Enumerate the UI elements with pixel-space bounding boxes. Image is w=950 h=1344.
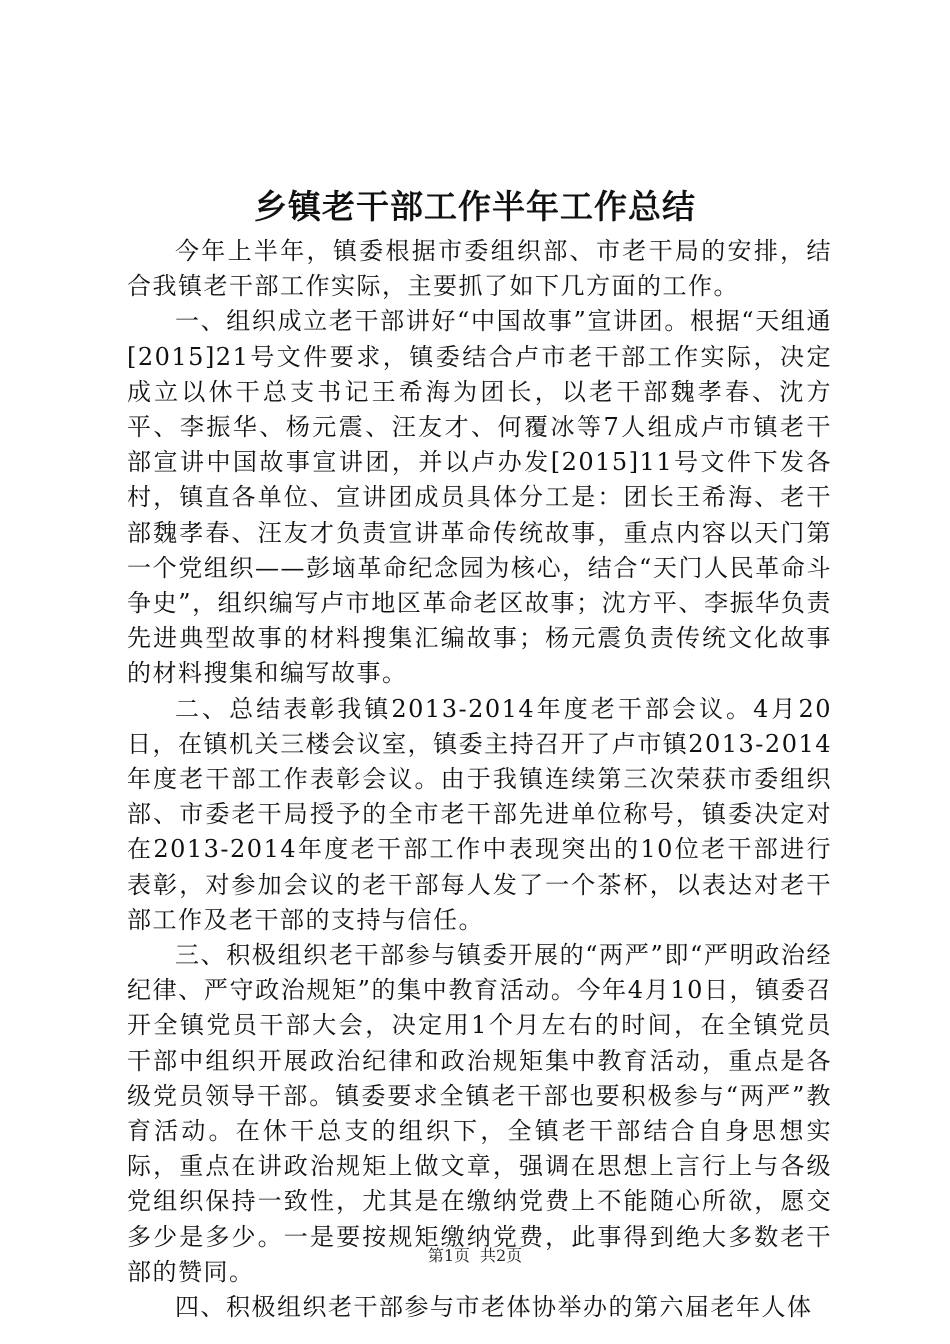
paragraph-section-3: 三、积极组织老干部参与镇委开展的“两严”即“严明政治经纪律、严守政治规矩”的集中教育活动。今年4月10日，镇委召开全镇党员干部大会，决定用1个月左右的时间，在全镇党员干部中组织开展政治纪律和政治规矩集中教育活动，重点是各级党员领导干部。镇委要求全镇老干部也要积极参与“两严”教育活动。在休干总支的组织下，全镇老干部结合自身思想实际，重点在讲政治规矩上做文章，强调在思想上言行上与各级党组织保持一致性，尤其是在缴纳党费上不能随心所欲，愿交多少是多少。一是要按规矩缴纳党费，此事得到绝大多数老干部的赞同。	[127, 941, 832, 1286]
page-number: 第1页	[427, 1246, 470, 1265]
paragraph-section-4: 四、积极组织老干部参与市老体协举办的第六届老年人体	[175, 1293, 813, 1322]
paragraph-section-1: 一、组织成立老干部讲好“中国故事”宣讲团。根据“天组通[2015]21号文件要求，镇委结合卢市老干部工作实际，决定成立以休干总支书记王希海为团长，以老干部魏孝春、沈方平、李振华、杨元震、汪友才、何覆冰等7人组成卢市镇老干部宣讲中国故事宣讲团，并以卢办发[2015]11号文件下发各村，镇直各单位、宣讲团成员具体分工是：团长王希海、老干部魏孝春、汪友才负责宣讲革命传统故事，重点内容以天门第一个党组织——彭垴革命纪念园为核心，结合“天门人民革命斗争史”，组织编写卢市地区革命老区故事；沈方平、李振华负责先进典型故事的材料搜集汇编故事；杨元震负责传统文化故事的材料搜集和编写故事。	[127, 307, 832, 688]
document-title: 乡镇老干部工作半年工作总结	[254, 187, 696, 226]
paragraph-intro: 今年上半年，镇委根据市委组织部、市老干局的安排，结合我镇老干部工作实际，主要抓了如下几方面的工作。	[127, 237, 832, 301]
page-footer	[0, 1244, 950, 1268]
page-total: 共2页	[480, 1246, 523, 1265]
document-body	[127, 234, 832, 1325]
paragraph-section-2: 二、总结表彰我镇2013-2014年度老干部会议。4月20日，在镇机关三楼会议室，镇委主持召开了卢市镇2013-2014年度老干部工作表彰会议。由于我镇连续第三次荣获市委组织部、市委老干局授予的全市老干部先进单位称号，镇委决定对在2013-2014年度老干部工作中表现突出的10位老干部进行表彰，对参加会议的老干部每人发了一个茶杯，以表达对老干部工作及老干部的支持与信任。	[127, 694, 832, 934]
